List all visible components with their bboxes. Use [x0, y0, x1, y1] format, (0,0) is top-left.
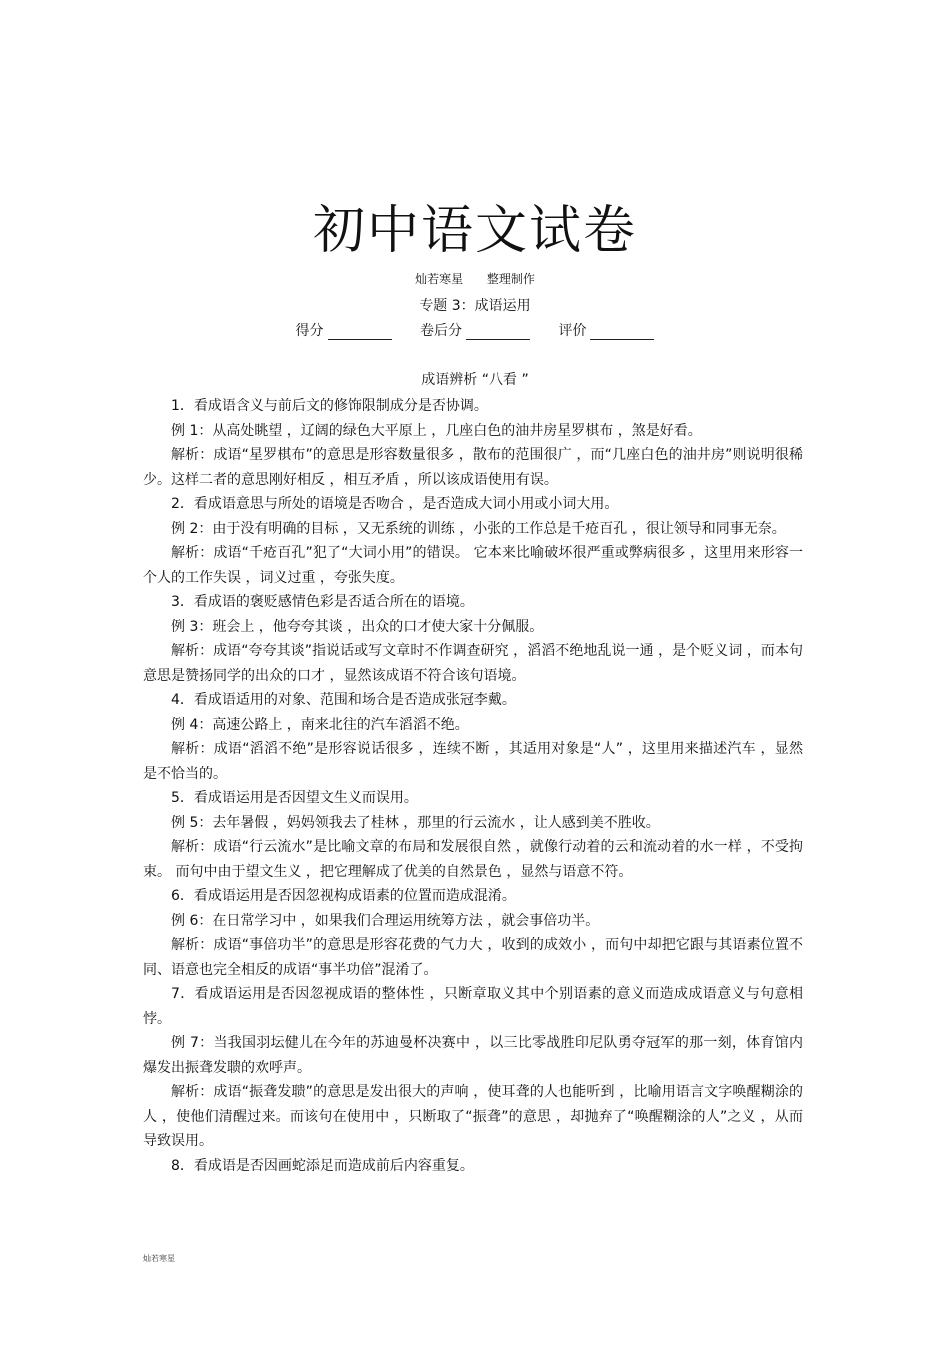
- score-label: 得分: [295, 323, 324, 339]
- section-title: 成语辨析 “八看 ”: [421, 372, 529, 388]
- subtitle: [0, 270, 950, 287]
- paper-score-field: [420, 323, 530, 339]
- made-by: 整理制作: [486, 272, 535, 286]
- paragraph: 解析：成语“星罗棋布”的意思是形容数量很多 ，散布的范围很广 ，而“几座白色的油井房”则说明很稀少。这样二者的意思刚好相反 ，相互矛盾 ，所以该成语使用有误。: [143, 447, 803, 488]
- paragraph: 解析：成语“滔滔不绝”是形容说话很多 ，连续不断 ，其适用对象是“人” ，这里用来描述汽车 ，显然是不恰当的。: [143, 741, 803, 782]
- paragraph: 解析：成语“振聋发聩”的意思是发出很大的声响 ，使耳聋的人也能听到 ，比喻用语言文字唤醒糊涂的人 ，使他们清醒过来。而该句在使用中 ，只断取了“振聋”的意思 ，却抛弃了“唤醒糊涂的人”之义 ，从而导致误用。: [143, 1084, 803, 1149]
- paragraph: 例 5：去年暑假 ，妈妈领我去了桂林 ，那里的行云流水 ，让人感到美不胜收。: [171, 814, 660, 831]
- paragraph: 例 6：在日常学习中 ，如果我们合理运用统筹方法 ，就会事倍功半。: [171, 912, 600, 929]
- paragraph: 6．看成语运用是否因忽视构成语素的位置而造成混淆。: [171, 888, 516, 904]
- paragraph: 8．看成语是否因画蛇添足而造成前后内容重复。: [171, 1157, 474, 1174]
- paragraph: 例 3：班会上 ，他夸夸其谈 ，出众的口才使大家十分佩服。: [171, 618, 544, 635]
- paragraph: 解析：成语“夸夸其谈”指说话或写文章时不作调查研究 ，滔滔不绝地乱说一通 ，是个贬义词 ，而本句意思是赞扬同学的出众的口才 ，显然该成语不符合该句语境。: [143, 643, 803, 684]
- paragraph: 3．看成语的褒贬感情色彩是否适合所在的语境。: [171, 594, 474, 610]
- paragraph: 例 7：当我国羽坛健儿在今年的苏迪曼杯决赛中 ，以三比零战胜印尼队勇夺冠军的那一刻，体育馆内爆发出振聋发聩的欢呼声。: [143, 1035, 803, 1076]
- comment-blank: [590, 325, 654, 340]
- topic-heading: 专题 3：成语运用: [419, 298, 531, 314]
- paragraph: 5．看成语运用是否因望文生义而误用。: [171, 790, 418, 806]
- score-field: [296, 323, 392, 339]
- paragraph: 例 2：由于没有明确的目标 ，又无系统的训练 ，小张的工作总是千疮百孔 ，很让领导和同事无奈。: [171, 520, 786, 537]
- author-name: 灿若寒星: [415, 272, 464, 286]
- page-footer: 灿若寒星: [143, 1254, 175, 1263]
- document-body: [143, 394, 803, 1178]
- paragraph: 4．看成语适用的对象、范围和场合是否造成张冠李戴。: [171, 692, 516, 708]
- score-bar: [0, 320, 950, 340]
- comment-field: [558, 323, 654, 339]
- comment-label: 评价: [558, 323, 587, 339]
- paper-score-label: 卷后分: [420, 323, 462, 339]
- score-blank: [328, 325, 392, 340]
- paragraph: 例 4：高速公路上 ，南来北往的汽车滔滔不绝。: [171, 716, 469, 733]
- paragraph: 例 1：从高处眺望 ，辽阔的绿色大平原上 ，几座白色的油井房星罗棋布 ，煞是好看。: [171, 422, 702, 439]
- paragraph: 解析：成语“千疮百孔”犯了“大词小用”的错误。 它本来比喻破坏很严重或弊病很多 ，这里用来形容一个人的工作失误 ，词义过重 ，夸张失度。: [143, 545, 803, 586]
- paper-score-blank: [466, 325, 530, 340]
- page-title: 初中语文试卷: [312, 201, 637, 261]
- paragraph: 2．看成语意思与所处的语境是否吻合 ，是否造成大词小用或小词大用。: [171, 496, 619, 512]
- paragraph: 解析：成语“行云流水”是比喻文章的布局和发展很自然 ，就像行动着的云和流动着的水一样 ，不受拘束。 而句中由于望文生义 ，把它理解成了优美的自然景色 ，显然与语意不符。: [143, 839, 803, 880]
- paragraph: 1．看成语含义与前后文的修饰限制成分是否协调。: [171, 398, 488, 414]
- paragraph: 解析：成语“事倍功半”的意思是形容花费的气力大 ，收到的成效小 ，而句中却把它跟与其语素位置不同、语意也完全相反的成语“事半功倍”混淆了。: [143, 937, 803, 978]
- paragraph: 7．看成语运用是否因忽视成语的整体性 ，只断章取义其中个别语素的意义而造成成语意义与句意相悖。: [143, 986, 803, 1027]
